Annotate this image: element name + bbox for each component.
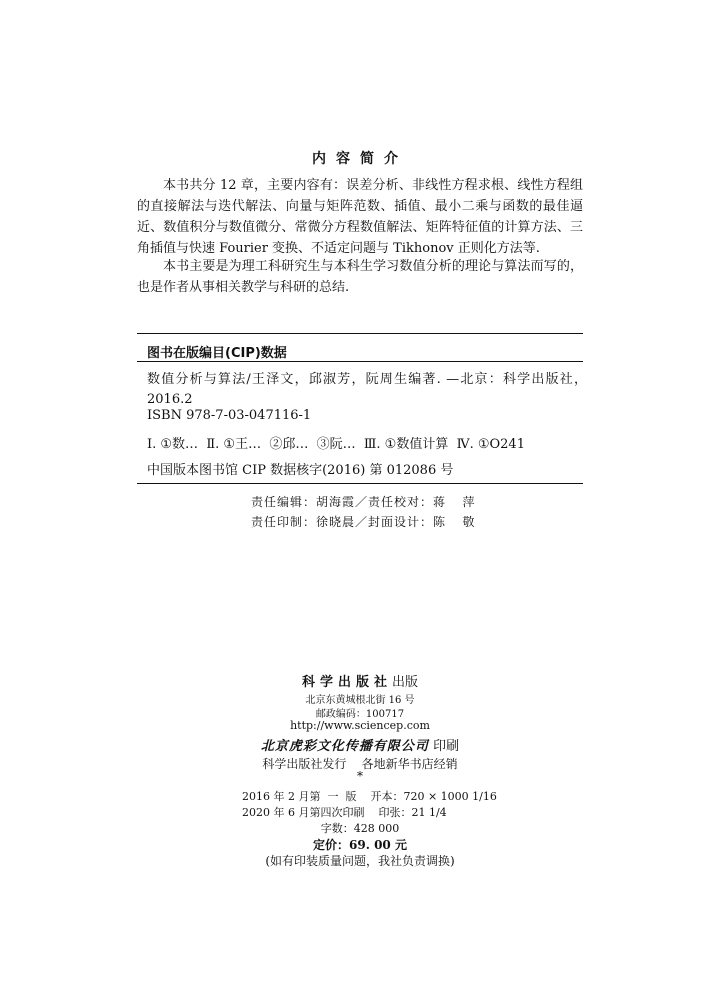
- cip-heading-rule: [137, 361, 583, 362]
- summary-paragraph-1: 本书共分 12 章，主要内容有：误差分析、非线性方程求根、线性方程组的直接解法与迭代解法、向量与矩阵范数、插值、最小二乘与函数的最佳逼近、数值积分与数值微分、常微分方程数值解法、矩阵特征值的计算方法、三角插值与快速 Fourier 变换、不适定问题与 Tikhonov 正则化方法等.: [137, 178, 583, 256]
- printer-suffix: 印刷: [433, 739, 460, 754]
- cip-classification: Ⅰ. ①数… Ⅱ. ①王… ②邱… ③阮… Ⅲ. ①数值计算 Ⅳ. ①O241: [147, 437, 525, 452]
- publisher-postcode: 邮政编码：100717: [315, 709, 405, 720]
- printer-line: [0, 735, 720, 754]
- price: 定价：69. 00 元: [313, 838, 407, 852]
- publisher-name: 科学出版社: [301, 675, 392, 690]
- publisher-url: http://www.sciencep.com: [290, 719, 430, 732]
- edition-line-2: 2020 年 6 月第四次印刷 印张：21 1/4: [242, 806, 447, 819]
- staff-editors: 责任编辑：胡海霞／责任校对：蒋 萍: [251, 495, 476, 509]
- summary-paragraph-2: 本书主要是为理工科研究生与本科生学习数值分析的理论与算法而写的，也是作者从事相关教学与科研的总结.: [137, 259, 583, 295]
- cip-bottom-rule: [137, 483, 583, 484]
- publisher-address: 北京东黄城根北街 16 号: [305, 695, 415, 706]
- publisher-line: [0, 671, 720, 690]
- cip-title-line: 数值分析与算法/王泽文，邱淑芳，阮周生编著. —北京：科学出版社，2016.2: [147, 372, 587, 407]
- staff-production: 责任印制：徐晓晨／封面设计：陈 敬: [251, 515, 476, 529]
- cip-heading: 图书在版编目(CIP)数据: [147, 346, 287, 361]
- cip-isbn: ISBN 978-7-03-047116-1: [147, 408, 312, 423]
- summary-title: 内容简介: [312, 151, 408, 167]
- printer-name: 北京虎彩文化传播有限公司: [260, 739, 429, 754]
- distribution-line: 科学出版社发行 各地新华书店经销: [262, 757, 458, 771]
- word-count: 字数：428 000: [320, 822, 400, 835]
- cip-record-number: 中国版本图书馆 CIP 数据核字(2016) 第 012086 号: [147, 463, 454, 478]
- edition-line-1: 2016 年 2 月第 一 版 开本：720 × 1000 1/16: [242, 790, 497, 803]
- quality-note: (如有印装质量问题，我社负责调换): [265, 854, 455, 868]
- separator-star: *: [357, 769, 363, 783]
- cip-top-rule: [137, 333, 583, 334]
- publisher-suffix: 出版: [392, 675, 419, 690]
